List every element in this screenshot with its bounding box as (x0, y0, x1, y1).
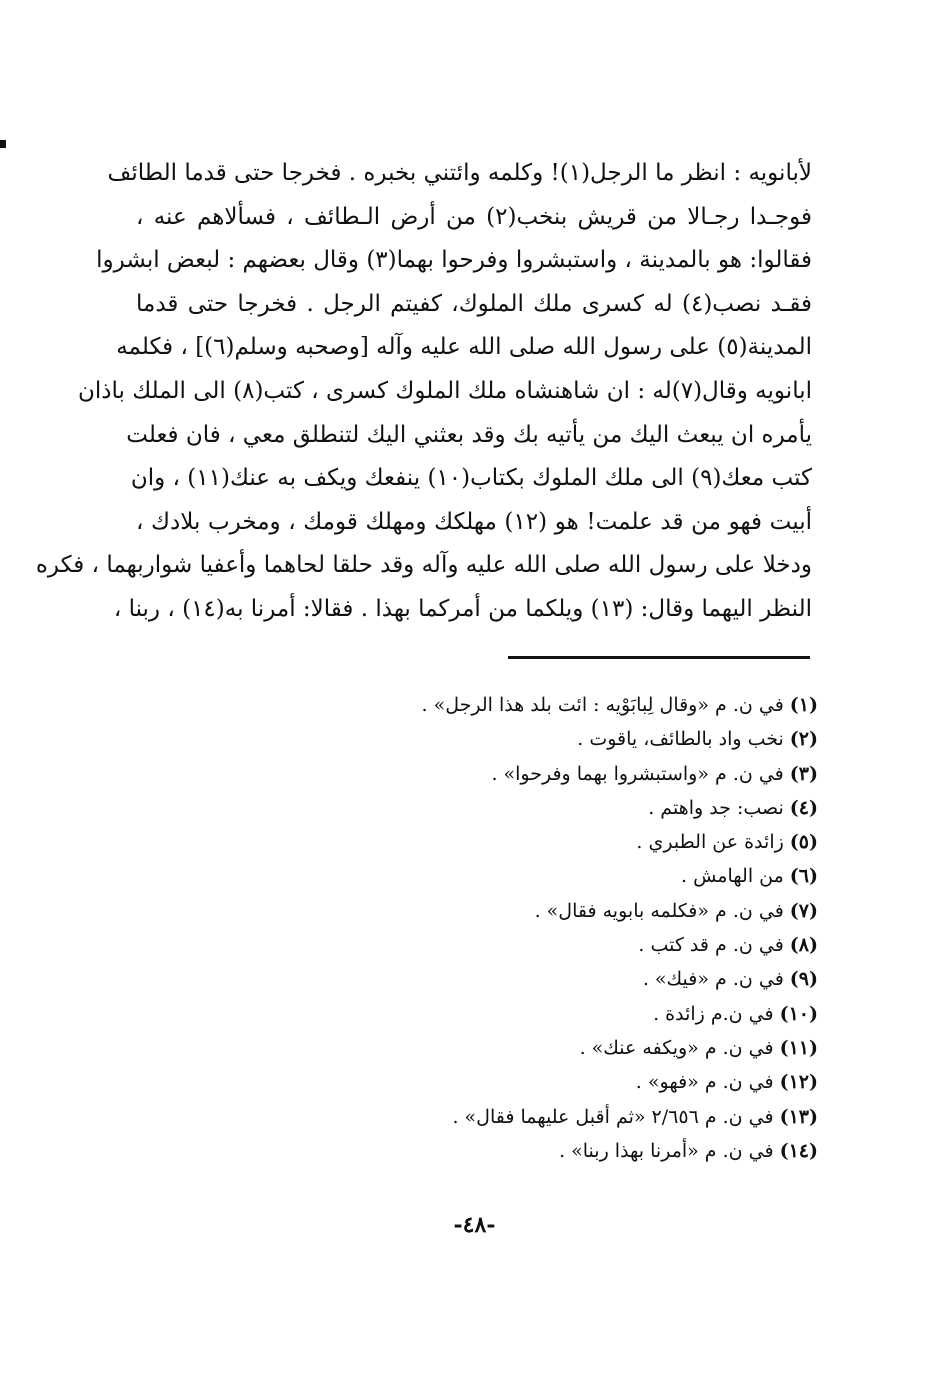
footnote-text: في ن. م «فهو» . (635, 1071, 774, 1094)
footnote-number: (١) (789, 694, 818, 716)
footnote-number: (٩) (789, 968, 818, 991)
body-line: أبيت فهو من قد علمت! هو (١٢) مهلكك ومهلك قومك ، ومخرب بلادك ، (136, 508, 812, 535)
footnote-text: نخب واد بالطائف، ياقوت . (577, 728, 784, 751)
footnote-text: زائدة عن الطبري . (636, 831, 784, 854)
footnote-number: (٦) (789, 865, 818, 888)
footnote-text: نصب: جد واهتم . (648, 796, 784, 819)
footnote-number: (١٢) (779, 1071, 818, 1094)
footnote-text: في ن. م قد كتب . (638, 934, 784, 957)
footnote-item (300, 1031, 818, 1065)
footnote-item (300, 928, 818, 962)
footnote-item (300, 997, 818, 1031)
footnote-text: في ن. م «وقال لِبابَوْيه : ائت بلد هذا الرجل» . (421, 694, 784, 716)
footnote-text: في ن. م «أمرنا بهذا ربنا» . (559, 1139, 774, 1162)
footnote-number: (١١) (779, 1036, 818, 1059)
footnote-item (300, 791, 818, 825)
footnote-number: (٥) (789, 831, 818, 854)
footnote-text: من الهامش . (681, 865, 784, 888)
body-line: فوجـدا رجـالا من قريش بنخب(٢) من أرض الـطائف ، فسألاهم عنه ، (136, 203, 812, 230)
footnote-number: (٧) (789, 899, 818, 922)
body-line: ودخلا على رسول الله صلى الله عليه وآله وقد حلقا لحاهما وأعفيا شواربهما ، فكره (35, 552, 812, 579)
footnote-item (300, 688, 818, 722)
main-text-block (35, 152, 813, 632)
body-line: المدينة(٥) على رسول الله صلى الله عليه وآله [وصحبه وسلم(٦)] ، فكلمه (116, 334, 812, 361)
footnote-text: في ن. م «فكلمه بابويه فقال» . (534, 899, 784, 922)
body-line: لأبانويه : انظر ما الرجل(١)! وكلمه وائتني بخبره . فخرجا حتى قدما الطائف (107, 160, 812, 186)
footnote-item (300, 894, 818, 928)
body-line: ابانويه وقال(٧)له : ان شاهنشاه ملك الملوك كسرى ، كتب(٨) الى الملك باذان (77, 377, 812, 404)
footnote-separator-rule (508, 656, 810, 659)
footnote-text: في ن. م «واستبشروا بهما وفرحوا» . (491, 762, 784, 785)
footnote-number: (٤) (789, 796, 818, 819)
scan-edge-mark (0, 140, 6, 148)
footnote-item (300, 825, 818, 859)
footnote-number: (١٠) (779, 1002, 818, 1025)
footnote-number: (٨) (789, 934, 818, 957)
footnote-item (300, 1065, 818, 1099)
footnote-text: في ن.م زائدة . (653, 1002, 774, 1025)
footnote-item (300, 757, 818, 791)
footnotes-list (300, 688, 818, 1168)
page-number: -٤٨- (453, 1212, 496, 1238)
body-line: يأمره ان يبعث اليك من يأتيه بك وقد بعثني اليك لتنطلق معي ، فان فعلت (126, 421, 812, 448)
footnote-number: (٢) (789, 728, 818, 751)
footnote-text: في ن. م ٢/٦٥٦ «ثم أقبل عليهما فقال» . (452, 1105, 774, 1128)
body-line: فقالوا: هو بالمدينة ، واستبشروا وفرحوا بهما(٣) وقال بعضهم : لبعض ابشروا (96, 247, 812, 274)
footnote-number: (٣) (789, 762, 818, 785)
footnote-text: في ن. م «ويكفه عنك» . (579, 1036, 774, 1059)
footnote-item (300, 859, 818, 893)
footnote-item (300, 1134, 818, 1168)
footnote-item (300, 722, 818, 756)
body-line: فقـد نصب(٤) له كسرى ملك الملوك، كفيتم الرجل . فخرجا حتى قدما (136, 290, 813, 317)
footnote-item (300, 962, 818, 996)
footnote-number: (١٣) (779, 1105, 818, 1128)
body-line: النظر اليهما وقال: (١٣) ويلكما من أمركما بهذا . فقالا: أمرنا به(١٤) ، ربنا ، (113, 595, 812, 622)
footnote-number: (١٤) (779, 1139, 818, 1162)
footnote-text: في ن. م «فيك» . (642, 968, 784, 991)
footnote-item (300, 1100, 818, 1134)
body-line: كتب معك(٩) الى ملك الملوك بكتاب(١٠) ينفعك ويكف به عنك(١١) ، وان (130, 465, 812, 492)
